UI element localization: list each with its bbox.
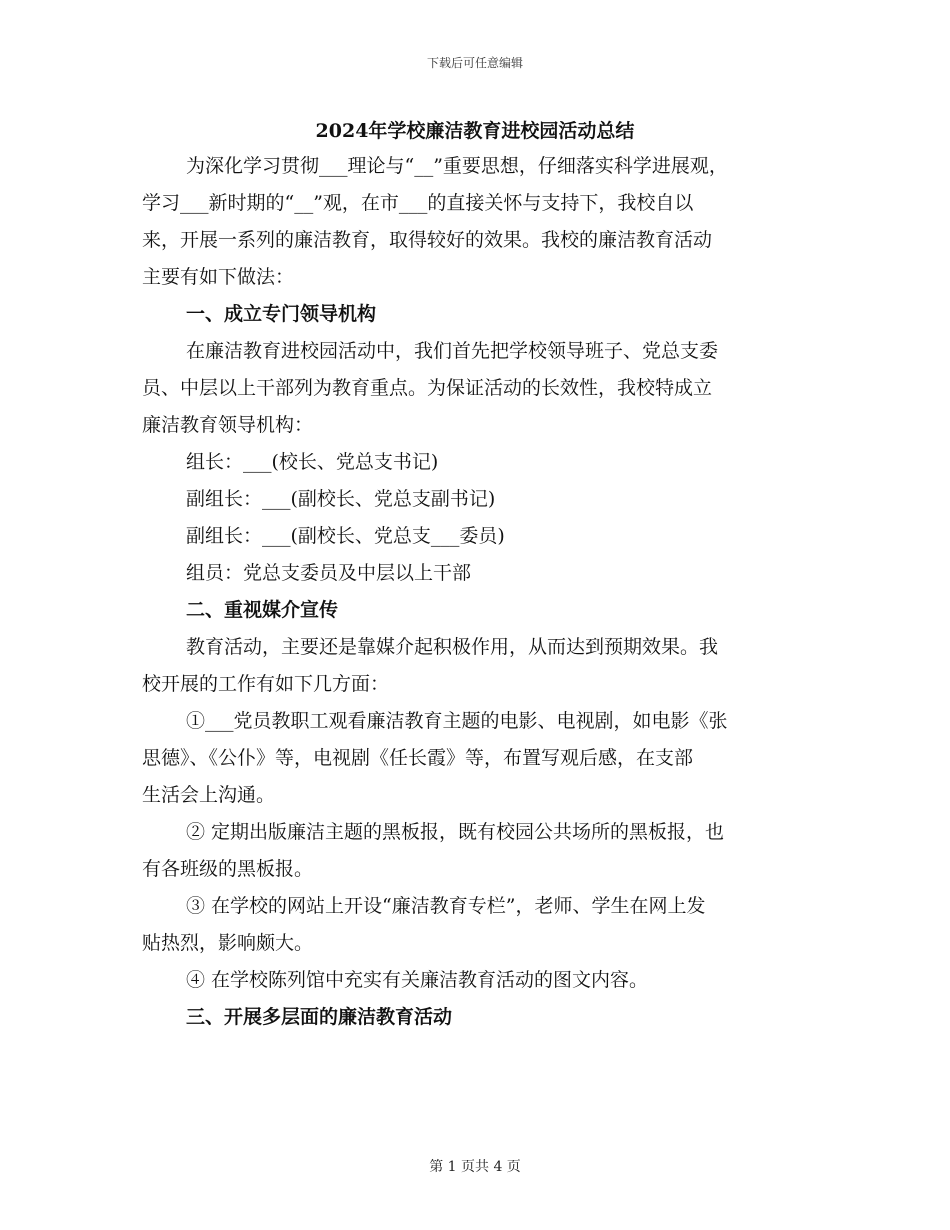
- paragraph-line: 校开展的工作有如下几方面：: [142, 673, 390, 695]
- document-body: [142, 148, 812, 1036]
- paragraph-line: 来，开展一系列的廉洁教育，取得较好的效果。我校的廉洁教育活动: [142, 229, 713, 251]
- paragraph-line: ③ 在学校的网站上开设“廉洁教育专栏”，老师、学生在网上发: [186, 895, 706, 917]
- paragraph-line: 教育活动，主要还是靠媒介起积极作用，从而达到预期效果。我: [186, 636, 719, 658]
- paragraph-line: ①___党员教职工观看廉洁教育主题的电影、电视剧，如电影《张: [186, 710, 728, 732]
- page-footer: 第 1 页共 4 页: [429, 1159, 521, 1175]
- paragraph-line: 主要有如下做法：: [142, 266, 295, 288]
- section-heading: 三、开展多层面的廉洁教育活动: [186, 1006, 453, 1028]
- paragraph-line: 思德》、《公仆》等，电视剧《任长霞》等，布置写观后感，在支部: [142, 747, 694, 769]
- paragraph-line: 副组长：___(副校长、党总支副书记): [186, 488, 496, 510]
- paragraph-line: 贴热烈，影响颇大。: [142, 932, 314, 954]
- paragraph-line: 在廉洁教育进校园活动中，我们首先把学校领导班子、党总支委: [186, 340, 719, 362]
- paragraph-line: 生活会上沟通。: [142, 784, 276, 806]
- paragraph-line: 组员：党总支委员及中层以上干部: [186, 562, 472, 584]
- paragraph-line: 学习___新时期的“__”观，在市___的直接关怀与支持下，我校自以: [142, 192, 694, 214]
- paragraph-line: 廉洁教育领导机构：: [142, 414, 314, 436]
- document-title: 2024年学校廉洁教育进校园活动总结: [315, 120, 635, 142]
- paragraph-line: 为深化学习贯彻___理论与“__”重要思想，仔细落实科学进展观，: [186, 155, 728, 177]
- paragraph-line: 组长：___(校长、党总支书记): [186, 451, 439, 473]
- section-heading: 二、重视媒介宣传: [186, 599, 339, 621]
- paragraph-line: ② 定期出版廉洁主题的黑板报，既有校园公共场所的黑板报，也: [186, 821, 725, 843]
- paragraph-line: ④ 在学校陈列馆中充实有关廉洁教育活动的图文内容。: [186, 969, 649, 991]
- section-heading: 一、成立专门领导机构: [186, 303, 377, 325]
- paragraph-line: 有各班级的黑板报。: [142, 858, 314, 880]
- page-header: 下载后可任意编辑: [426, 56, 523, 70]
- paragraph-line: 员、中层以上干部列为教育重点。为保证活动的长效性，我校特成立: [142, 377, 713, 399]
- paragraph-line: 副组长：___(副校长、党总支___委员): [186, 525, 505, 547]
